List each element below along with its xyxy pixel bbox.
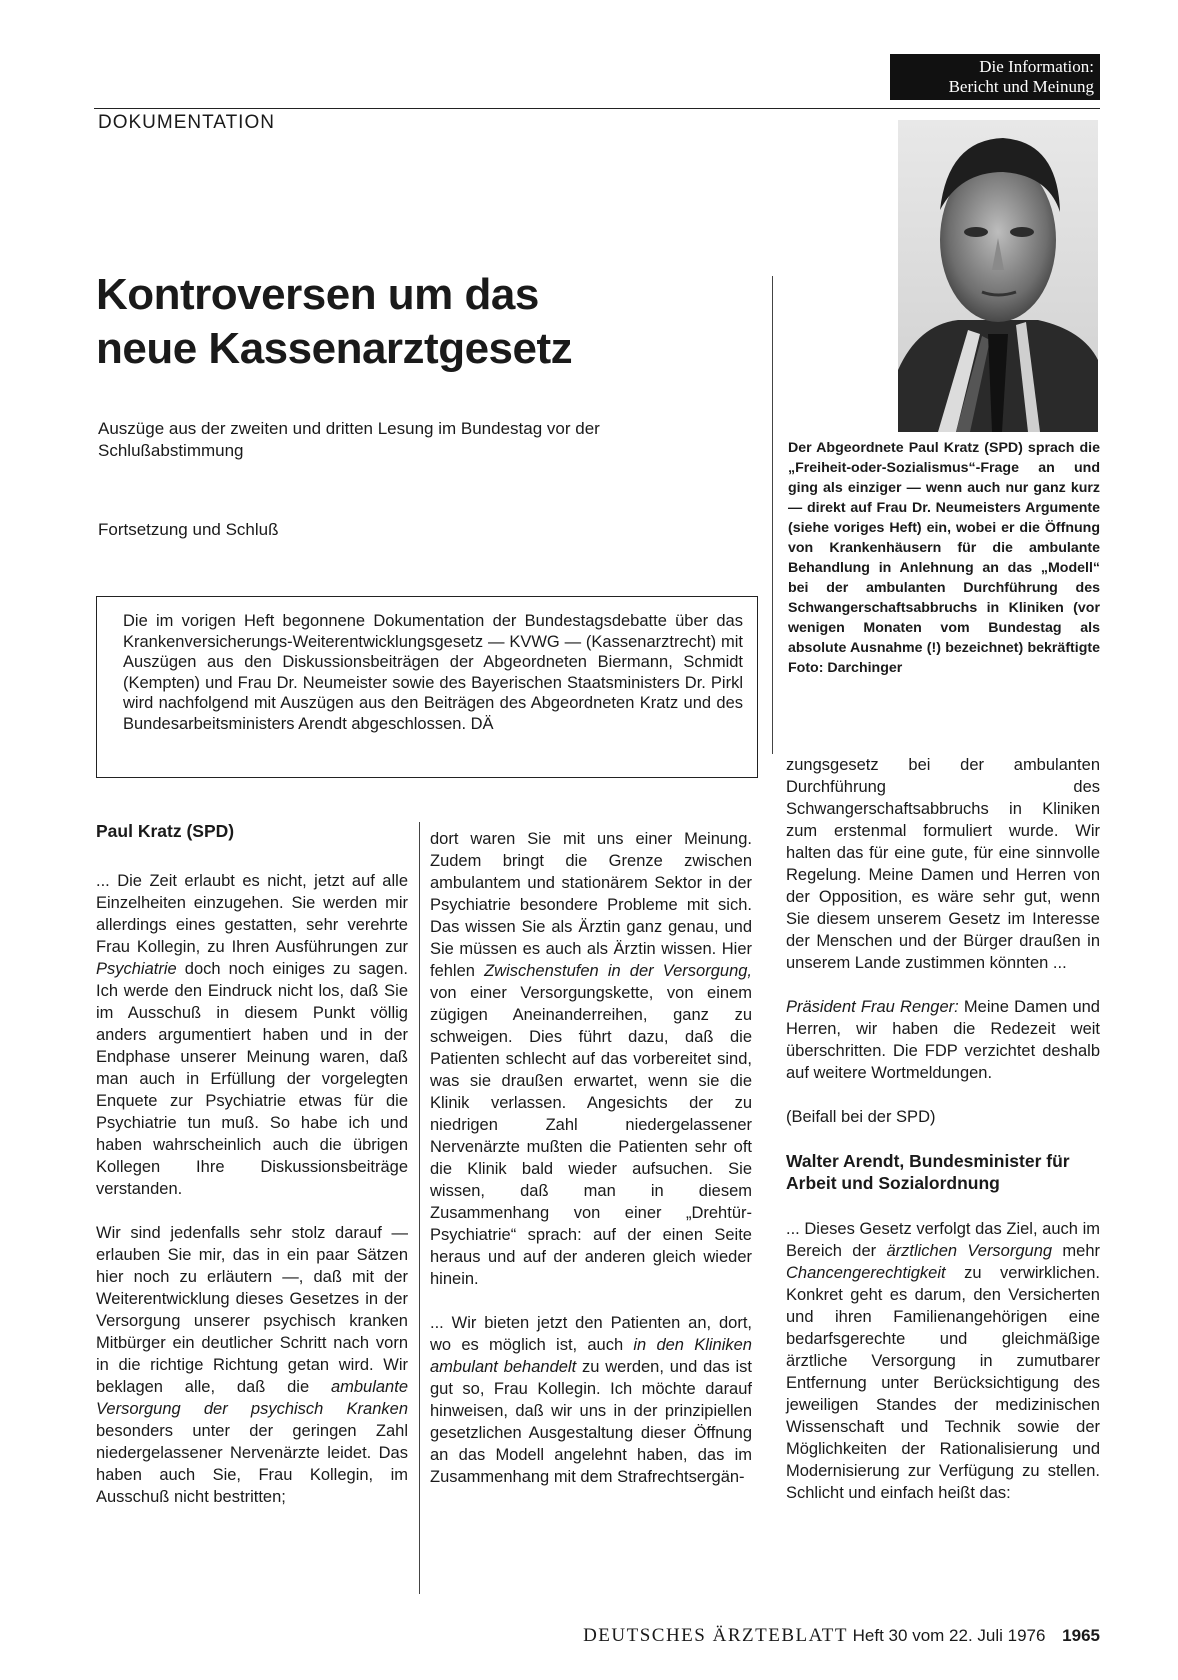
badge-line-2: Bericht und Meinung	[948, 77, 1094, 96]
badge-line-1: Die Information:	[979, 57, 1094, 76]
paragraph	[96, 1222, 408, 1508]
text-run: zu verwirklichen. Konkret geht es darum, den Versicherten und ihren Familienangehörigen eine bedarfsgerechte und gleichmäßige ärztliche Versorgung in zumutbarer Entfernung unter Berücksichtigung des jeweiligen Standes der medizinischen Wissenschaft und Technik sowie der Möglichkeiten der Rationalisierung und Modernisierung zur Verfügung zu stellen. Schlicht und einfach heißt das:	[786, 1264, 1100, 1502]
continuation-note: Fortsetzung und Schluß	[98, 520, 279, 539]
issue-info: Heft 30 vom 22. Juli 1976	[852, 1626, 1046, 1645]
page-footer	[583, 1625, 1100, 1647]
text-run: doch noch einiges zu sagen. Ich werde den Eindruck nicht los, daß Sie im Ausschuß in diesem Punkt völlig anders argumentiert haben und in der Endphase unserer Meinung waren, daß man auch in Erfüllung der vorgelegten Enquete zur Psychiatrie etwas für die Psychiatrie tun muß. So habe ich und haben wahrscheinlich auch die übrigen Kollegen Ihre Diskussionsbeiträge verstanden.	[96, 960, 408, 1198]
column-divider	[419, 822, 420, 1594]
emphasis-text: Chancengerechtigkeit	[786, 1264, 946, 1282]
emphasis-text: Psychiatrie	[96, 960, 177, 978]
emphasis-text: ärztlichen Versorgung	[886, 1242, 1053, 1260]
speaker-heading-arendt: Walter Arendt, Bundesminister für Arbeit und Sozialordnung	[786, 1151, 1070, 1193]
intro-box: Die im vorigen Heft begonnene Dokumentation der Bundestagsdebatte über das Krankenversicherungs-Weiterentwicklungsgesetz — KVWG — (Kassenarztrecht) mit Auszügen aus den Diskussionsbeiträgen der Abgeordneten Biermann, Schmidt (Kempten) und Frau Dr. Neumeister sowie des Bayerischen Staatsministers Dr. Pirkl wird nachfolgend mit Auszügen aus den Beiträgen des Abgeordneten Kratz und des Bundesarbeitsministers Arendt abgeschlossen. DÄ	[96, 596, 758, 778]
text-run: von einer Versorgungskette, von einem zügigen Aneinanderreihen, ganz zu schweigen. Dies führt dazu, daß die Patienten schlecht auf das vorbereitet sind, was sie draußen erwartet, wenn sie die Klinik verlassen. Angesichts der zu niedrigen Zahl niedergelassener Nervenärzte mußten die Patienten sehr oft die Klinik bald wieder aufsuchen. Sie wissen, daß man in diesem Zusammenhang von einer „Drehtür-Psychiatrie“ sprach: auf der einen Seite heraus und auf der anderen gleich wieder hinein.	[430, 984, 752, 1288]
text-run: mehr	[1052, 1242, 1100, 1260]
column-divider-top	[772, 276, 773, 754]
photo-caption	[788, 438, 1100, 678]
text-run: besonders unter der geringen Zahl niedergelassener Nervenärzte leidet. Das haben auch Sie, Frau Kollegin, im Ausschuß nicht bestritten;	[96, 1422, 408, 1506]
paragraph	[96, 870, 408, 1200]
text-run: ... Die Zeit erlaubt es nicht, jetzt auf alle Einzelheiten einzugehen. Sie werden mir allerdings eines gestatten, sehr verehrte Frau Kollegin, zu Ihren Ausführungen zur	[96, 872, 408, 956]
article-title	[96, 268, 736, 376]
caption-text: Der Abgeordnete Paul Kratz (SPD) sprach die „Freiheit-oder-Sozialismus“-Frage an und ging als einziger — wenn auch nur ganz kurz — direkt auf Frau Dr. Neumeisters Argumente (siehe voriges Heft) ein, wobei er die Öffnung von Krankenhäusern für die ambulante Behandlung in Anlehnung an das „Modell“ bei der ambulanten Durchführung des Schwangerschaftsabbruchs in Kliniken (vor wenigen Monaten vom Bundestag als absolute Ausnahme (!) bezeichnet) bekräftigte	[788, 440, 1100, 656]
emphasis-text: Präsident Frau Renger:	[786, 998, 959, 1016]
column-3	[786, 754, 1100, 1526]
text-run: zungsgesetz bei der ambulanten Durchführung des Schwangerschaftsabbruchs in Kliniken zum erstenmal formuliert wurde. Wir halten das für eine gute, für eine sinnvolle Regelung. Meine Damen und Herren von der Opposition, es wäre sehr gut, wenn Sie diesem unserem Gesetz im Interesse der Menschen und der Bürger draußen in unserem Lande zustimmen könnten ...	[786, 756, 1100, 972]
page-number: 1965	[1062, 1626, 1100, 1645]
text-run: zu werden, und das ist gut so, Frau Kollegin. Ich möchte darauf hinweisen, daß wir uns in der prinzipiellen gesetzlichen Ausgestaltung dieser Öffnung an das Modell angelehnt haben, das im Zusammenhang mit dem Strafrechtsergän-	[430, 1358, 753, 1486]
text-run: Wir sind jedenfalls sehr stolz darauf — erlauben Sie mir, das in ein paar Sätzen hier noch zu erläutern —, daß mit der Weiterentwicklung dieses Gesetzes in der Versorgung unserer psychisch kranken Mitbürger ein deutlicher Schritt nach vorn in die richtige Richtung getan wird. Wir beklagen alle, daß die	[96, 1224, 408, 1396]
text-run: dort waren Sie mit uns einer Meinung. Zudem bringt die Grenze zwischen ambulantem und stationärem Sektor in der Psychiatrie besondere Probleme mit sich. Das wissen Sie als Ärztin ganz genau, und Sie müssen es auch als Ärztin wissen. Hier fehlen	[430, 830, 752, 980]
section-label: DOKUMENTATION	[98, 112, 275, 133]
text-run: ... Wir bieten jetzt den Patienten an, dort, wo es möglich ist, auch	[430, 1314, 752, 1354]
section-badge	[890, 54, 1100, 100]
text-run: ... Dieses Gesetz verfolgt das Ziel, auch im Bereich der	[786, 1220, 1100, 1260]
paragraph	[430, 1312, 752, 1488]
title-line-2: neue Kassenarztgesetz	[96, 324, 573, 373]
publication-name: DEUTSCHES ÄRZTEBLATT	[583, 1625, 848, 1646]
paragraph	[786, 996, 1100, 1084]
paragraph	[430, 828, 752, 1290]
article-subtitle: Auszüge aus der zweiten und dritten Lesung im Bundestag vor der Schlußabstimmung	[98, 419, 600, 460]
emphasis-text: Zwischenstufen in der Versorgung,	[484, 962, 753, 980]
portrait-photo	[898, 120, 1098, 432]
paragraph	[786, 1218, 1100, 1504]
text-run: Meine Damen und Herren, wir haben die Redezeit weit überschritten. Die FDP verzichtet deshalb auf weitere Wortmeldungen.	[786, 998, 1100, 1082]
speaker-heading-kratz: Paul Kratz (SPD)	[96, 821, 235, 841]
photo-credit: Foto: Darchinger	[788, 660, 903, 676]
paragraph: (Beifall bei der SPD)	[786, 1108, 936, 1126]
emphasis-text: in den Kliniken ambulant behandelt	[430, 1336, 752, 1376]
title-line-1: Kontroversen um das	[96, 270, 539, 319]
column-1	[96, 820, 408, 1530]
column-2	[430, 828, 752, 1510]
header-rule	[94, 108, 1100, 109]
paragraph	[786, 754, 1100, 974]
emphasis-text: ambulante Versorgung der psychisch Kranken	[96, 1378, 408, 1418]
